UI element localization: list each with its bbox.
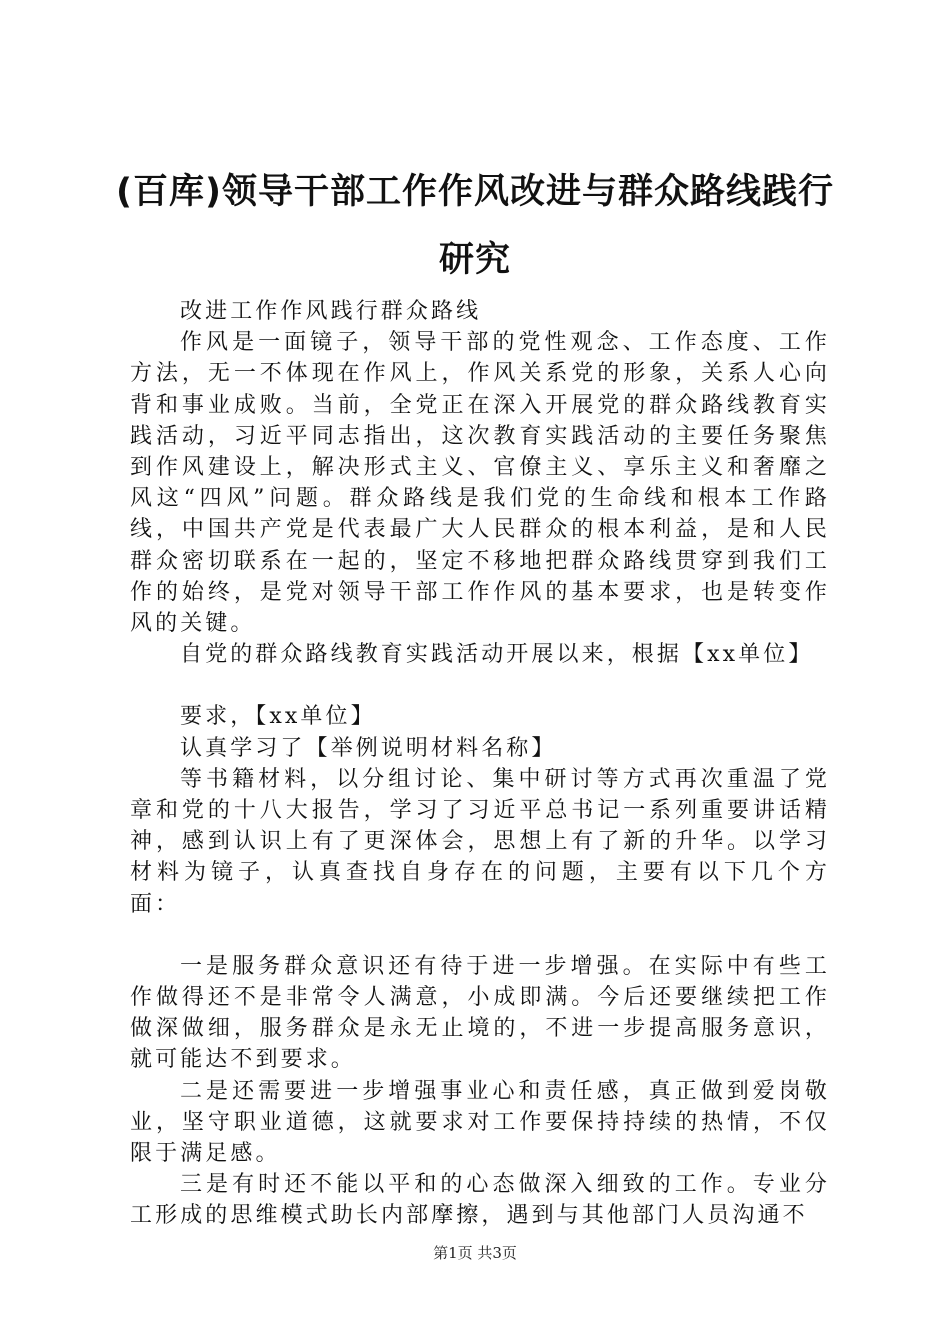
paragraph-issue-three: 三是有时还不能以平和的心态做深入细致的工作。专业分工形成的思维模式助长内部摩擦，遇到与其他部门人员沟通不 [130, 1172, 830, 1229]
document-title: (百库)领导干部工作作风改进与群众路线践行研究 [116, 172, 834, 280]
paragraph-requirement: 要求，【xx单位】 [180, 704, 376, 730]
paragraph-materials: 等书籍材料，以分组讨论、集中研讨等方式再次重温了党章和党的十八大报告，学习了习近平总书记一系列重要讲话精神，感到认识上有了更深体会，思想上有了新的升华。以学习材料为镜子，认真查找自身存在的问题，主要有以下几个方面： [130, 766, 830, 917]
paragraph-issue-two: 二是还需要进一步增强事业心和责任感，真正做到爱岗敬业，坚守职业道德，这就要求对工作要保持持续的热情，不仅限于满足感。 [130, 1078, 830, 1167]
document-body [130, 296, 830, 1232]
paragraph-basis: 自党的群众路线教育实践活动开展以来，根据【xx单位】 [180, 642, 814, 668]
paragraph-issue-one: 一是服务群众意识还有待于进一步增强。在实际中有些工作做得还不是非常令人满意，小成即满。今后还要继续把工作做深做细，服务群众是永无止境的，不进一步提高服务意识，就可能达不到要求。 [130, 953, 830, 1073]
paragraph-intro: 作风是一面镜子，领导干部的党性观念、工作态度、工作方法，无一不体现在作风上，作风关系党的形象，关系人心向背和事业成败。当前，全党正在深入开展党的群众路线教育实践活动，习近平同志指出，这次教育实践活动的主要任务聚焦到作风建设上，解决形式主义、官僚主义、享乐主义和奢靡之风这“四风”问题。群众路线是我们党的生命线和根本工作路线，中国共产党是代表最广大人民群众的根本利益，是和人民群众密切联系在一起的，坚定不移地把群众路线贯穿到我们工作的始终，是党对领导干部工作作风的基本要求，也是转变作风的关键。 [130, 330, 830, 637]
page-number: 第1页 共3页 [433, 1244, 517, 1262]
paragraph-study: 认真学习了【举例说明材料名称】 [180, 735, 557, 761]
paragraph-subtitle: 改进工作作风践行群众路线 [180, 299, 482, 324]
